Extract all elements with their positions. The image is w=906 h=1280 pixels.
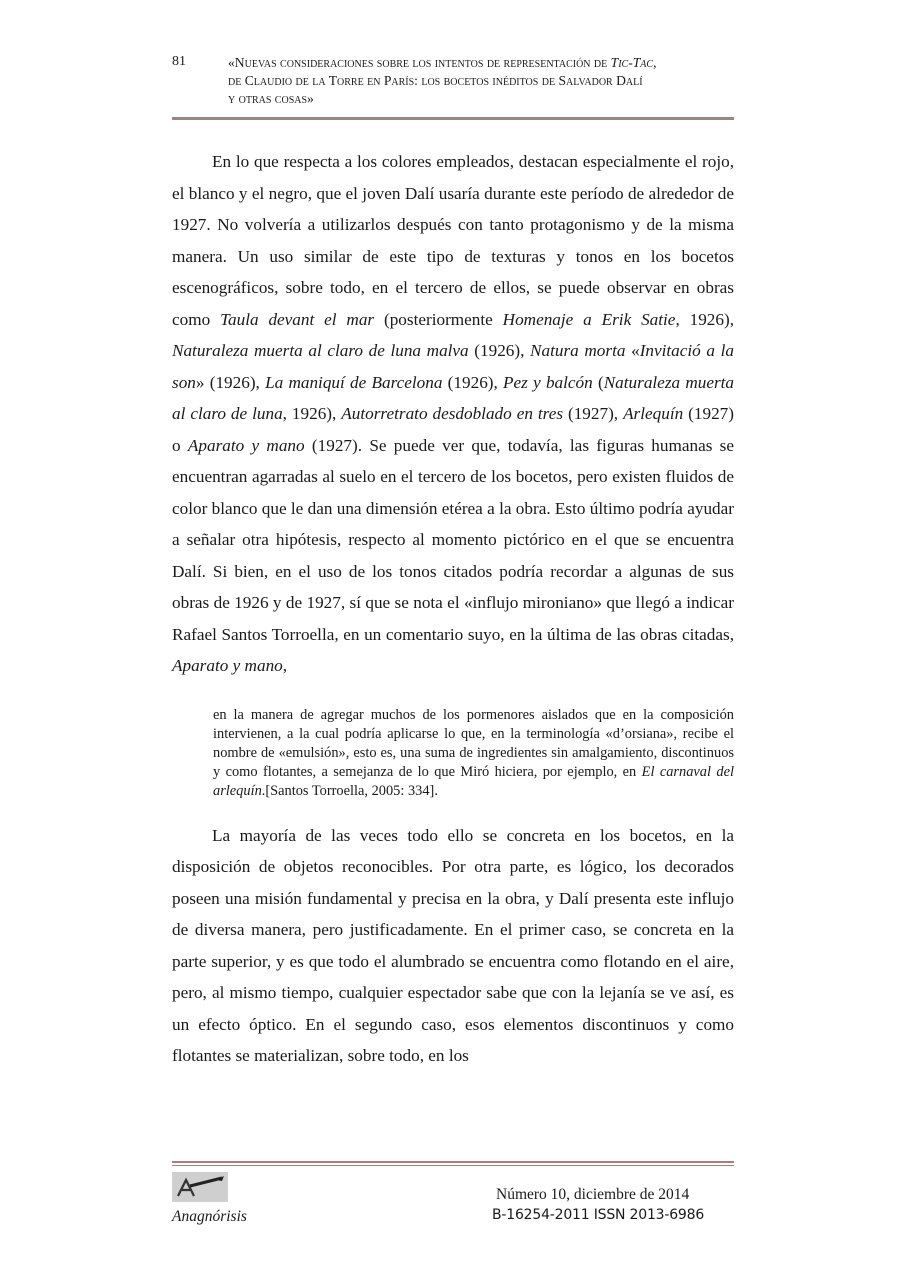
text: (1927) o (172, 404, 734, 455)
text: (posteriormente (374, 309, 503, 329)
text: , (282, 656, 288, 675)
text: (1926), (468, 341, 531, 360)
text: ( (592, 372, 604, 392)
issn-info: B-16254-2011 ISSN 2013-6986 (492, 1207, 705, 1223)
paragraph-1 (172, 146, 734, 682)
artwork-title: Pez y balcón (503, 372, 593, 392)
text: (1927). Se puede ver que, todavía, las figuras humanas se encuentran agarradas al suelo en el tercero de los bocetos, pero existen fluidos de color blanco que le dan una dimensión etérea a la obra. Esto último podría ayudar a señalar otra hipótesis, respecto al momento pictórico en el que se encuentra Dalí. Si bien, en el uso de los tonos citados podría recordar a algunas de sus obras de 1926 y de 1927, sí que se nota el «influjo mironiano» que llegó a indicar Rafael Santos Torroella, en un comentario suyo, en la última de las obras citadas, (172, 435, 734, 644)
artwork-title: La maniquí de Barcelona (265, 372, 443, 392)
journal-name: Anagnórisis (172, 1208, 247, 1225)
issue-info: Número 10, diciembre de 2014 (496, 1186, 690, 1203)
artwork-title: Naturaleza muerta al claro de luna (172, 372, 735, 423)
artwork-title: El carnaval del arlequín (213, 764, 734, 800)
artwork-title: Homenaje a Erik Satie (502, 309, 676, 329)
journal-logo (172, 1172, 228, 1202)
quote-citation: .[Santos Torroella, 2005: 334]. (261, 783, 438, 800)
artwork-title: Natura morta (530, 341, 626, 360)
journal-logo-icon (172, 1172, 228, 1202)
artwork-title: Aparato y mano (172, 656, 283, 675)
footer-rule-thin (172, 1165, 734, 1166)
text: En lo que respecta a los colores empleados, destacan especialmente el rojo, el blanco y el negro, que el joven Dalí usaría durante este período de alrededor de 1927. No volvería a utilizarlos después con tanto protagonismo y de la misma manera. Un uso similar de este tipo de texturas y tonos en los bocetos escenográficos, sobre todo, en el tercero de ellos, se puede observar en obras como (172, 152, 734, 329)
artwork-title: Aparato y mano (187, 435, 305, 455)
text: (1926), (442, 372, 504, 392)
artwork-title: Autorretrato desdoblado en tres (341, 404, 564, 423)
artwork-title: Invitació a la son (172, 341, 734, 392)
text: » (1926), (195, 372, 266, 392)
running-title (228, 54, 734, 108)
artwork-title: Taula devant el mar (220, 309, 375, 329)
quote-text: en la manera de agregar muchos de los pormenores aislados que en la composición intervienen, a la cual podría aplicarse lo que, en la terminología «d’orsiana», recibe el nombre de «emulsión», esto es, una suma de ingredientes sin amalgamiento, discontinuos y como flotantes, a semejanza de lo que Miró hiciera, por ejemplo, en (213, 706, 734, 781)
artwork-title: Naturaleza muerta al claro de luna malva (172, 341, 469, 360)
running-title-line1 (228, 55, 657, 70)
running-title-play-name: Tic-Tac (610, 55, 654, 70)
running-title-line2: de Claudio de la Torre en París: los bocetos inéditos de Salvador Dalí (228, 73, 643, 88)
artwork-title: Arlequín (623, 404, 684, 423)
page-number: 81 (172, 54, 186, 69)
running-title-text: «Nuevas consideraciones sobre los intentos de representación de (228, 55, 611, 70)
paragraph-2: La mayoría de las veces todo ello se concreta en los bocetos, en la disposición de objetos reconocibles. Por otra parte, es lógico, los decorados poseen una misión fundamental y precisa en la obra, y Dalí presenta este influjo de diversa manera, pero justificadamente. En el primer caso, se concreta en la parte superior, y es que todo el alumbrado se encuentra como flotando en el aire, pero, al mismo tiempo, cualquier espectador sabe que con la lejanía se ve así, es un efecto óptico. En el segundo caso, esos elementos discontinuos y como flotantes se materializan, sobre todo, en los (172, 825, 734, 1066)
text: , 1926), (675, 309, 734, 329)
running-title-comma: , (653, 55, 657, 70)
text: , 1926), (282, 404, 342, 423)
text: (1927), (563, 404, 624, 423)
text: « (625, 341, 640, 360)
block-quote (213, 706, 734, 802)
running-title-line3: y otras cosas» (228, 91, 314, 106)
footer-rule (172, 1161, 734, 1163)
header-rule (172, 117, 734, 120)
article-body (172, 146, 734, 1072)
